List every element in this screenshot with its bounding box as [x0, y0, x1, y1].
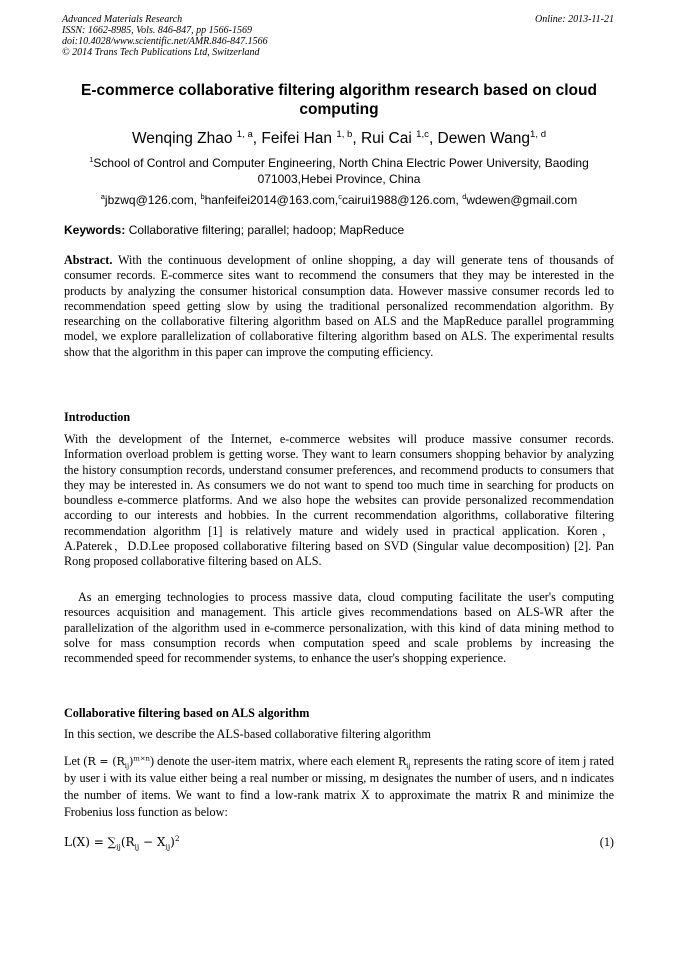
email-superscript: a	[100, 192, 105, 201]
keywords-text: Collaborative filtering; parallel; hadoop; MapReduce	[125, 223, 405, 237]
copyright-line: © 2014 Trans Tech Publications Ltd, Switzerland	[62, 47, 260, 58]
email-address: cairui1988@126.com,	[341, 193, 463, 207]
email-list	[64, 192, 614, 208]
author-superscript: 1,c	[416, 128, 429, 140]
keywords-label: Keywords:	[64, 223, 126, 237]
email-superscript: b	[200, 192, 205, 201]
equation-1	[64, 834, 614, 850]
text-run: ) denote the user-item matrix, where each element	[149, 754, 399, 768]
math-subscript: ij	[165, 842, 171, 852]
math-run: R = (R	[87, 755, 125, 768]
author-superscript: 1, a	[236, 128, 253, 140]
affiliation-text: School of Control and Computer Engineering, North China Electric Power University, Baoding 071003,Hebei Province, China	[93, 156, 589, 186]
abstract-label: Abstract.	[64, 253, 113, 267]
author-list	[64, 129, 614, 149]
online-date: Online: 2013-11-21	[535, 14, 614, 25]
abstract-text: With the continuous development of online shopping, a day will generate tens of thousands of consumer records. E-commerce sites want to recommend the consumers that they may be interested in the products by analyzing the consumer historical consumption data. However massive consumer records led to recommendation speed getting slow by using the traditional personalized recommendation algorithm. By researching on the collaborative filtering algorithm based on ALS and the MapReduce parallel programming model, we explore parallelization of collaborative filtering algorithm based on ALS. The experimental results show that the algorithm in this paper can improve the computing efficiency.	[64, 253, 614, 359]
introduction-heading: Introduction	[64, 410, 131, 424]
math-run: L(X) = ∑	[64, 835, 117, 849]
math-run: R	[398, 755, 407, 768]
author-name: , Feifei Han	[252, 130, 337, 147]
paper-title: E-commerce collaborative filtering algorithm research based on cloud computing	[81, 82, 597, 118]
math-subscript: ij	[134, 842, 140, 852]
email-address: wdewen@gmail.com	[466, 193, 578, 207]
equation-number: (1)	[599, 835, 614, 849]
math-run: (R	[120, 835, 135, 849]
math-run: − X	[139, 835, 166, 849]
journal-header	[62, 14, 268, 58]
affiliation-superscript: 1	[89, 155, 94, 164]
affiliation	[64, 155, 614, 187]
math-subscript: ij	[124, 762, 130, 771]
email-superscript: d	[462, 192, 467, 201]
issn-line: ISSN: 1662-8985, Vols. 846-847, pp 1566-1569	[62, 25, 252, 36]
author-name: , Rui Cai	[352, 130, 417, 147]
als-section-heading: Collaborative filtering based on ALS algorithm	[64, 706, 310, 720]
math-superscript: m×n	[133, 754, 150, 763]
als-paragraph-1: In this section, we describe the ALS-based collaborative filtering algorithm	[64, 727, 431, 741]
als-paragraph-2	[64, 753, 614, 821]
keywords	[64, 222, 614, 238]
text-run: represents the rating score of item j rated by user i with its value either being a real number or missing, m designates the number of users, and n indicates the number of items. We want to find a low-rank matrix X to approximate the matrix R and minimize the Frobenius loss function as below:	[64, 754, 614, 819]
math-superscript: 2	[174, 834, 180, 843]
math-run: )	[170, 835, 175, 849]
equation-body	[64, 834, 180, 852]
math-subscript: ij	[116, 842, 121, 852]
author-name: , Dewen Wang	[428, 130, 531, 147]
abstract	[64, 253, 614, 360]
element-math	[398, 755, 411, 771]
math-subscript: ij	[406, 762, 411, 771]
math-run: )	[129, 755, 134, 768]
author-superscript: 1, d	[530, 128, 547, 140]
email-superscript: c	[338, 192, 342, 201]
matrix-definition-math	[87, 754, 150, 771]
text-run: Let (	[64, 754, 88, 768]
journal-name: Advanced Materials Research	[62, 14, 183, 25]
author-superscript: 1, b	[336, 128, 353, 140]
email-address: hanfeifei2014@163.com,	[204, 193, 339, 207]
author-name: Wenqing Zhao	[131, 130, 237, 147]
introduction-paragraph-2: As an emerging technologies to process massive data, cloud computing facilitate the user's computing resources acquisition and management. This article gives recommendations based on ALS-WR after the parallelization of the algorithm used in e-commerce personalization, with this kind of data mining method to solve for mass consumption records when computation speed and scale problems by increasing the recommended speed for recommender systems, to enhance the user's shopping experience.	[64, 590, 614, 666]
doi-line: doi:10.4028/www.scientific.net/AMR.846-847.1566	[62, 36, 268, 47]
introduction-paragraph-1: With the development of the Internet, e-commerce websites will produce massive consumer records. Information overload problem is getting worse. They want to learn consumers shopping behavior by analyzing the history consumption records, understand consumer preferences, and recommend products to consumers that they may be interested in. As consumers we do not want to spend too much time in searching for products on boundless e-commerce platforms. And we also hope the websites can provide personalized recommendation according to our interests and hobbies. In the current recommendation algorithms, collaborative filtering recommendation algorithm [1] is relatively mature and widely used in practical application. Koren，A.Paterek，D.D.Lee proposed collaborative filtering based on SVD (Singular value decomposition) [2]. Pan Rong proposed collaborative filtering based on ALS.	[64, 432, 614, 569]
email-address: jbzwq@126.com,	[104, 193, 201, 207]
